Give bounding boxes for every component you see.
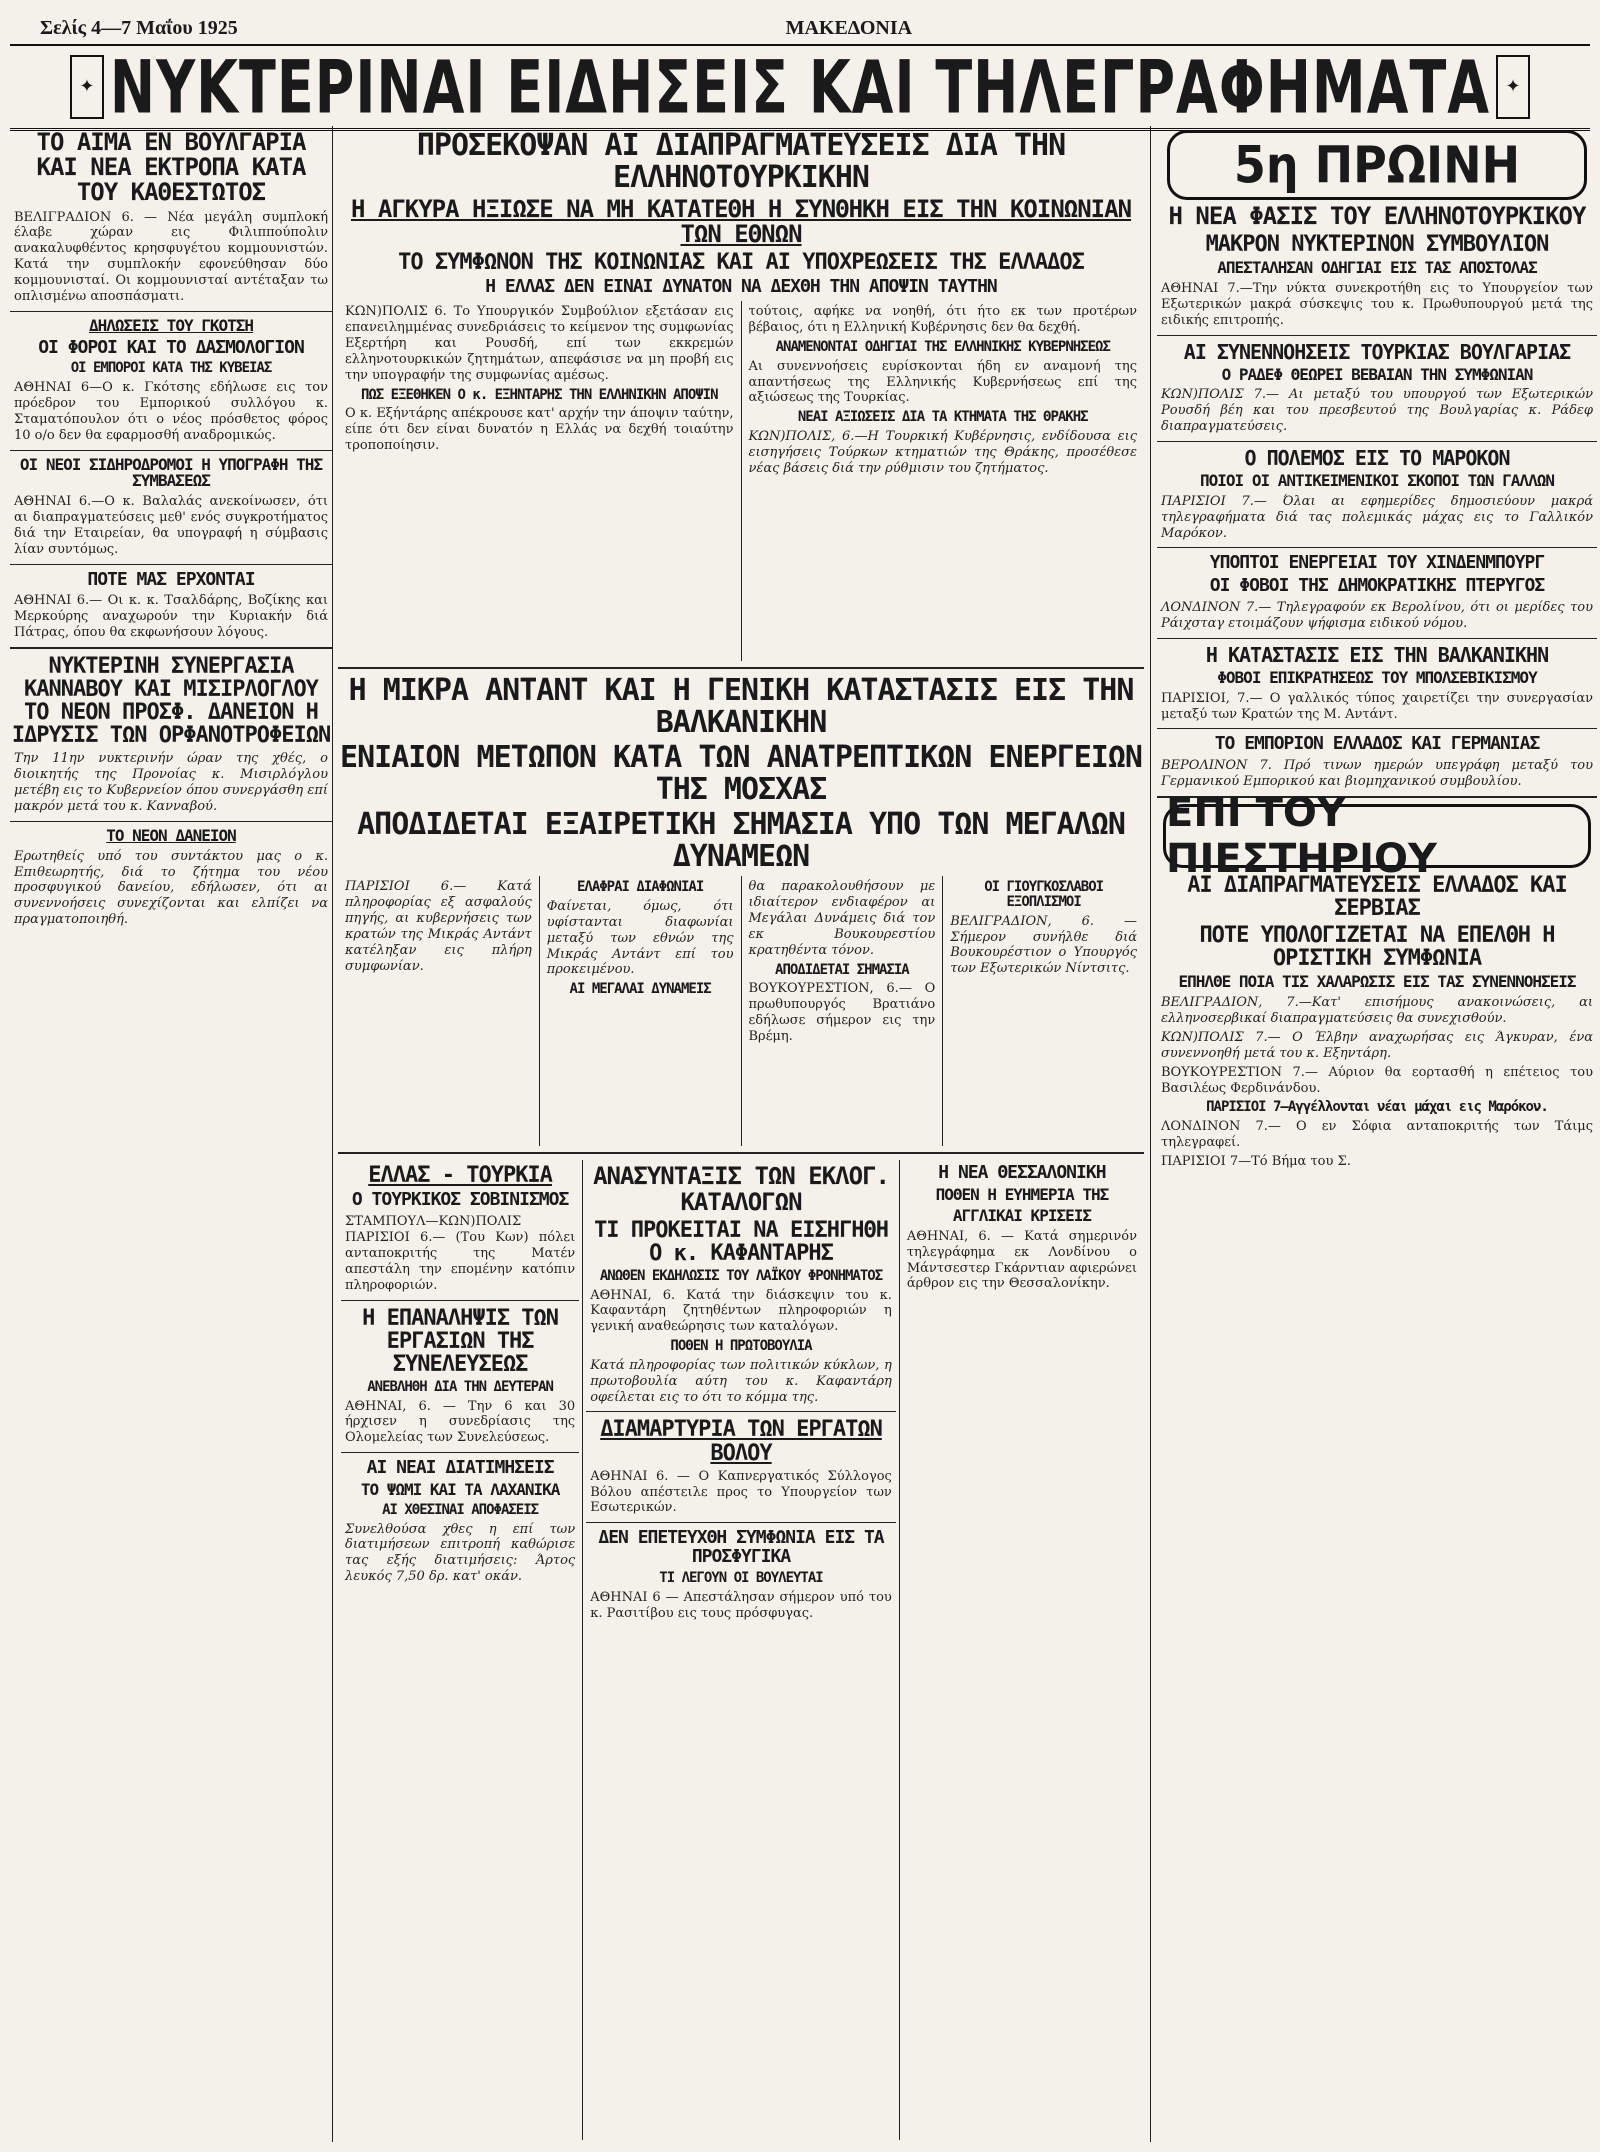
headline: ΔΙΑΜΑΡΤΥΡΙΑ ΤΩΝ ΕΡΓΑΤΩΝ ΒΟΛΟΥ xyxy=(600,1417,882,1466)
article-text: ΒΕΛΙΓΡΑΔΙΟΝ 6. — Νέα μεγάλη συμπλοκή έλαβε χώραν εις Φιλιππούπολιν ανακαλυφθέντος κρησφυγέτου κομμουνιστών. Κατά την συμπλοκήν εφονεύθησαν δύο κομμουνισταί. Οι κομμουνισταί αντέταξαν τω οπλισμένω αποσπάσματι. xyxy=(14,209,328,304)
subheadline: ΟΙ ΓΙΟΥΓΚΟΣΛΑΒΟΙ ΕΞΟΠΛΙΣΜΟΙ xyxy=(984,879,1104,911)
article-text: ΚΩΝ)ΠΟΛΙΣ 6. Το Υπουργικόν Συμβούλιον εξετάσαν εις επανειλημμένας συνεδριάσεις το κείμενον της συμφωνίας Εξερτήρη και Ρουσδή, επί των εκκρεμών ελληνοτουρκικών ζητημάτων, απεφάσισε να μη προβή εις την υπογραφήν της συμφωνίας αμέσως. xyxy=(345,304,734,383)
headline: ΕΝΙΑΙΟΝ ΜΕΤΩΠΟΝ ΚΑΤΑ ΤΩΝ ΑΝΑΤΡΕΠΤΙΚΩΝ ΕΝΕΡΓΕΙΩΝ ΤΗΣ ΜΟΣΧΑΣ xyxy=(340,740,1142,807)
press-label: ΕΠΙ ΤΟΥ ΠΙΕΣΤΗΡΙΟΥ xyxy=(1166,790,1437,883)
headline: ΠΟΤΕ ΥΠΟΛΟΓΙΖΕΤΑΙ ΝΑ ΕΠΕΛΘΗ Η ΟΡΙΣΤΙΚΗ ΣΥΜΦΩΝΙΑ xyxy=(1199,923,1555,972)
article-text: ΒΕΡΟΛΙΝΟΝ 7. Πρό τινων ημερών υπεγράφη μεταξύ του Γερμανικού Εμπορικού και βιομηχανικού συμβουλίου. xyxy=(1161,758,1593,790)
subheadline: ΑΙ ΜΕΓΑΛΑΙ ΔΥΝΑΜΕΙΣ xyxy=(569,981,711,998)
headline: ΟΙ ΝΕΟΙ ΣΙΔΗΡΟΔΡΟΜΟΙ Η ΥΠΟΓΡΑΦΗ ΤΗΣ ΣΥΜΒΑΣΕΩΣ xyxy=(19,454,323,491)
headline: Ο ΤΟΥΡΚΙΚΟΣ ΣΟΒΙΝΙΣΜΟΣ xyxy=(351,1189,569,1211)
subheadline: Η ΕΛΛΑΣ ΔΕΝ ΕΙΝΑΙ ΔΥΝΑΤΟΝ ΝΑ ΔΕΧΘΗ ΤΗΝ ΑΠΟΨΙΝ ΤΑΥΤΗΝ xyxy=(485,276,997,298)
headline: ΝΥΚΤΕΡΙΝΗ ΣΥΝΕΡΓΑΣΙΑ ΚΑΝΝΑΒΟΥ ΚΑΙ ΜΙΣΙΡΛΟΓΛΟΥ ΤΟ ΝΕΟΝ ΠΡΟΣΦ. ΔΑΝΕΙΟΝ Η ΙΔΡΥΣΙΣ ΤΩΝ ΟΡΦΑΝΟΤΡΟΦΕΙΩΝ xyxy=(11,654,331,749)
article-text: ΑΘΗΝΑΙ 6—Ο κ. Γκότσης εδήλωσε εις τον πρόεδρον του Εμπορικού συλλόγου κ. Σταματόπουλον ότι ο νέος πρόσθετος φόρος 10 ο/ο δεν θα εφαρμοσθή αναδρομικώς. xyxy=(14,380,328,443)
article-text: θα παρακολουθήσουν με ιδιαίτερον ενδιαφέρον αι Μεγάλαι Δυνάμεις διά τον εκ Βουκουρεστίου κρατηθέντα τόνον. xyxy=(748,879,936,958)
subheadline: ΑΝΕΒΛΗΘΗ ΔΙΑ ΤΗΝ ΔΕΥΤΕΡΑΝ xyxy=(367,1378,553,1395)
headline: Η ΜΙΚΡΑ ΑΝΤΑΝΤ ΚΑΙ Η ΓΕΝΙΚΗ ΚΑΤΑΣΤΑΣΙΣ ΕΙΣ ΤΗΝ ΒΑΛΚΑΝΙΚΗΝ xyxy=(348,673,1134,740)
middle-column xyxy=(338,126,1144,2142)
article-text: Φαίνεται, όμως, ότι υφίστανται διαφωνίαι μεταξύ των εθνών της Μικράς Αντάντ επί του προκειμένου. xyxy=(546,899,734,978)
edition-box xyxy=(1167,130,1587,200)
article-text: Την 11ην νυκτερινήν ώραν της χθές, ο διοικητής της Προνοίας κ. Μισιρλόγλου μετέβη εις το Κυβερνείον όπου συνεργάσθη επί μακρόν μετά του κ. Κανναβού. xyxy=(14,751,328,814)
left-ornament-icon: ✦ xyxy=(70,55,104,119)
subheadline: ΑΠΟΔΙΔΕΤΑΙ ΣΗΜΑΣΙΑ xyxy=(775,961,909,978)
article-text: Αι συνεννοήσεις ευρίσκονται ήδη εν αναμονή της απαντήσεως της Ελληνικής Κυβερνήσεως επί της αξιώσεως της Τουρκίας. xyxy=(748,358,1137,406)
headline: ΑΝΑΣΥΝΤΑΞΙΣ ΤΩΝ ΕΚΛΟΓ. ΚΑΤΑΛΟΓΩΝ xyxy=(593,1162,889,1216)
article-text: ΒΕΛΙΓΡΑΔΙΟΝ, 7.—Κατ' επισήμους ανακοινώσεις, αι ελληνοσερβικαί διαπραγματεύσεις θα συνεχισθούν. xyxy=(1161,995,1593,1027)
subheadline: ΤΙ ΛΕΓΟΥΝ ΟΙ ΒΟΥΛΕΥΤΑΙ xyxy=(659,1570,823,1586)
headline: Η ΕΠΑΝΑΛΗΨΙΣ ΤΩΝ ΕΡΓΑΣΙΩΝ ΤΗΣ ΣΥΝΕΛΕΥΣΕΩΣ xyxy=(362,1305,559,1377)
article-text: Κατά πληροφορίας των πολιτικών κύκλων, η πρωτοβουλία αύτη του κ. Καφαντάρη οφείλεται εις το ότι το κόμμα της. xyxy=(590,1357,892,1405)
headline: ΔΕΝ ΕΠΕΤΕΥΧΘΗ ΣΥΜΦΩΝΙΑ ΕΙΣ ΤΑ ΠΡΟΣΦΥΓΙΚΑ xyxy=(598,1527,884,1568)
headline: ΤΙ ΠΡΟΚΕΙΤΑΙ ΝΑ ΕΙΣΗΓΗΘΗ Ο κ. ΚΑΦΑΝΤΑΡΗΣ xyxy=(594,1217,888,1266)
article-text: ΒΟΥΚΟΥΡΕΣΤΙΟΝ 7.— Αύριον θα εορτασθή η επέτειος του Βασιλέως Φερδινάνδου. xyxy=(1161,1064,1593,1096)
subheadline: ΠΑΡΙΣΙΟΙ 7—Αγγέλλονται νέαι μάχαι εις Μαρόκον. xyxy=(1206,1099,1548,1116)
headline: ΥΠΟΠΤΟΙ ΕΝΕΡΓΕΙΑΙ ΤΟΥ ΧΙΝΔΕΝΜΠΟΥΡΓ xyxy=(1209,552,1545,574)
subheadline: ΑΓΓΛΙΚΑΙ ΚΡΙΣΕΙΣ xyxy=(952,1206,1091,1226)
subheadline: ΑΠΕΣΤΑΛΗΣΑΝ ΟΔΗΓΙΑΙ ΕΙΣ ΤΑΣ ΑΠΟΣΤΟΛΑΣ xyxy=(1217,258,1537,278)
headline: ΑΠΟΔΙΔΕΤΑΙ ΕΞΑΙΡΕΤΙΚΗ ΣΗΜΑΣΙΑ ΥΠΟ ΤΩΝ ΜΕΓΑΛΩΝ ΔΥΝΑΜΕΩΝ xyxy=(357,807,1125,874)
headline: ΕΛΛΑΣ - ΤΟΥΡΚΙΑ xyxy=(368,1163,552,1189)
article-text: ΠΑΡΙΣΙΟΙ, 7.— Ο γαλλικός τύπος χαιρετίζει την συνεργασίαν μεταξύ των Κρατών της Μ. Αντάντ. xyxy=(1161,690,1593,722)
subheadline: ΑΝΩΘΕΝ ΕΚΔΗΛΩΣΙΣ ΤΟΥ ΛΑΪΚΟΥ ΦΡΟΝΗΜΑΤΟΣ xyxy=(599,1267,883,1284)
paper-name: ΜΑΚΕΔΟΝΙΑ xyxy=(785,17,913,39)
subheadline: Ο ΡΑΔΕΦ ΘΕΩΡΕΙ ΒΕΒΑΙΑΝ ΤΗΝ ΣΥΜΦΩΝΙΑΝ xyxy=(1221,364,1533,384)
article-text: ΠΑΡΙΣΙΟΙ 7—Τό Βήμα του Σ. xyxy=(1161,1153,1351,1169)
masthead-line xyxy=(10,0,1590,44)
headline: ΑΙ ΣΥΝΕΝΝΟΗΣΕΙΣ ΤΟΥΡΚΙΑΣ ΒΟΥΛΓΑΡΙΑΣ xyxy=(1183,339,1571,364)
headline: Η ΑΓΚΥΡΑ ΗΞΙΩΣΕ ΝΑ ΜΗ ΚΑΤΑΤΕΘΗ Η ΣΥΝΘΗΚΗ ΕΙΣ ΤΗΝ ΚΟΙΝΩΝΙΑΝ ΤΩΝ ΕΘΝΩΝ xyxy=(350,195,1132,249)
article-text: ΚΩΝ)ΠΟΛΙΣ 7.— Ο Έλβην αναχωρήσας εις Άγκυραν, ένα συνεννοηθή μετά του κ. Εξηντάρη. xyxy=(1161,1029,1593,1061)
article-text: ΚΩΝ)ΠΟΛΙΣ, 6.—Η Τουρκική Κυβέρνησις, ενδίδουσα εις εισηγήσεις Τούρκων κτηματιών της Θράκης, προσέθεσε νέας βάσεις διά την ρύθμισιν του ζητήματος. xyxy=(748,429,1137,476)
subheadline: ΟΙ ΕΜΠΟΡΟΙ ΚΑΤΑ ΤΗΣ ΚΥΒΕΙΑΣ xyxy=(70,360,272,377)
headline: Ο ΠΟΛΕΜΟΣ ΕΙΣ ΤΟ ΜΑΡΟΚΟΝ xyxy=(1244,446,1510,471)
article-text: ΛΟΝΔΙΝΟΝ 7.— Τηλεγραφούν εκ Βερολίνου, ότι οι μερίδες του Ράιχσταγ ετοιμάζουν ψήφισμα ειδικού νόμου. xyxy=(1161,600,1593,632)
headline: ΠΟΘΕΝ Η ΕΥΗΜΕΡΙΑ ΤΗΣ xyxy=(935,1185,1109,1205)
headline: Η ΝΕΑ ΘΕΣΣΑΛΟΝΙΚΗ xyxy=(938,1162,1106,1184)
article-text: ΑΘΗΝΑΙ, 6. Κατά την διάσκεψιν του κ. Καφαντάρη ζητηθέντων πληροφοριών η γενική αναθεώρησις των καταλόγων. xyxy=(590,1287,892,1335)
headline: ΑΙ ΔΙΑΠΡΑΓΜΑΤΕΥΣΕΙΣ ΕΛΛΑΔΟΣ ΚΑΙ ΣΕΡΒΙΑΣ xyxy=(1187,873,1567,922)
article-text: ΠΑΡΙΣΙΟΙ 7.— Όλαι αι εφημερίδες δημοσιεύουν μακρά τηλεγραφήματα διά τας πολεμικάς μάχας εις το Γαλλικόν Μαρόκον. xyxy=(1161,493,1593,541)
headline: ΤΟ ΣΥΜΦΩΝΟΝ ΤΗΣ ΚΟΙΝΩΝΙΑΣ ΚΑΙ ΑΙ ΥΠΟΧΡΕΩΣΕΙΣ ΤΗΣ ΕΛΛΑΔΟΣ xyxy=(398,250,1084,276)
headline: ΤΟ ΕΜΠΟΡΙΟΝ ΕΛΛΑΔΟΣ ΚΑΙ ΓΕΡΜΑΝΙΑΣ xyxy=(1214,733,1540,755)
article-text: Συνελθούσα χθες η επί των διατιμήσεων επιτροπή καθώρισε τας εξής διατιμήσεις: Άρτος λευκός 7,50 δρ. κατ' οκάν. xyxy=(345,1521,576,1585)
section-banner xyxy=(10,46,1590,131)
headline: Η ΝΕΑ ΦΑΣΙΣ ΤΟΥ ΕΛΛΗΝΟΤΟΥΡΚΙΚΟΥ xyxy=(1168,202,1586,230)
article-text: ΣΤΑΜΠΟΥΛ—ΚΩΝ)ΠΟΛΙΣ ΠΑΡΙΣΙΟΙ 6.— (Του Κων) πόλει ανταποκριτής της Ματέν απεστάλη την επομένην κατόπιν πληροφοριών. xyxy=(345,1214,576,1293)
article-text: ΑΘΗΝΑΙ, 6. — Την 6 και 30 ήρχισεν η συνεδρίασις της Ολομελείας των Συνελεύσεως. xyxy=(345,1398,576,1446)
article-text: ΠΑΡΙΣΙΟΙ 6.— Κατά πληροφορίας εξ ασφαλούς πηγής, αι κυβερνήσεις των κρατών της Μικράς Αντάντ κατέληξαν εις πλήρη συμφωνίαν. xyxy=(345,879,532,974)
headline: ΑΙ ΝΕΑΙ ΔΙΑΤΙΜΗΣΕΙΣ xyxy=(366,1457,554,1479)
article-text: ΒΕΛΙΓΡΑΔΙΟΝ, 6. — Σήμερον συνήλθε διά Βουκουρέστιον ο Υπουργός των Εξωτερικών Νίντσιτς. xyxy=(950,913,1137,977)
article-text: ΑΘΗΝΑΙ 6.—Ο κ. Βαλαλάς ανεκοίνωσεν, ότι αι διαπραγματεύσεις μεθ' ενός συγκροτήματος διά την Εταιρείαν, θα υπογραφή η σύμβασις λίαν συντόμως. xyxy=(14,494,328,557)
article-text: τούτοις, αφήκε να νοηθή, ότι ήτο εκ των προτέρων βέβαιος, ότι η Ελληνική Κυβέρνησις δεν θα δεχθή. xyxy=(748,304,1137,336)
article-text: Ο κ. Εξήντάρης απέκρουσε κατ' αρχήν την άποψιν ταύτην, είπε ότι δεν είναι δυνατόν η Ελλάς να δεχθή τοιαύτην τροποποίησιν. xyxy=(345,406,734,454)
headline: ΜΑΚΡΟΝ ΝΥΚΤΕΡΙΝΟΝ ΣΥΜΒΟΥΛΙΟΝ xyxy=(1205,232,1549,258)
subheadline: ΝΕΑΙ ΑΞΙΩΣΕΙΣ ΔΙΑ ΤΑ ΚΤΗΜΑΤΑ ΤΗΣ ΘΡΑΚΗΣ xyxy=(797,409,1088,426)
article-text: ΑΘΗΝΑΙ 6. — Ο Καπνεργατικός Σύλλογος Βόλου απέστειλε προς το Υπουργείον των Εσωτερικών. xyxy=(590,1468,892,1516)
subheadline: ΑΙ ΧΘΕΣΙΝΑΙ ΑΠΟΦΑΣΕΙΣ xyxy=(382,1501,539,1518)
press-box xyxy=(1163,790,1591,883)
headline: ΤΟ ΑΙΜΑ ΕΝ ΒΟΥΛΓΑΡΙΑ ΚΑΙ ΝΕΑ ΕΚΤΡΟΠΑ ΚΑΤΑ ΤΟΥ ΚΑΘΕΣΤΩΤΟΣ xyxy=(36,128,306,207)
edition-label: 5η ΠΡΩΙΝΗ xyxy=(1233,135,1521,195)
issue-date: Σελίς 4—7 Μαΐου 1925 xyxy=(40,17,238,39)
headline: ΤΟ ΝΕΟΝ ΔΑΝΕΙΟΝ xyxy=(106,825,236,845)
article-text: ΑΘΗΝΑΙ, 6. — Κατά σημερινόν τηλεγράφημα εκ Λονδίνου ο Μάντσεστερ Γκάρντιαν αφιερώνει άρθρον εις την Θεσσαλονίκην. xyxy=(906,1228,1138,1292)
article-text: ΑΘΗΝΑΙ 6.— Οι κ. κ. Τσαλδάρης, Βοζίκης και Μερκούρης αναχωρούν την Κυριακήν διά Πάτρας, όπου θα εκφωνήσουν λόγους. xyxy=(14,593,328,641)
subheadline: ΠΟΘΕΝ Η ΠΡΩΤΟΒΟΥΛΙΑ xyxy=(670,1338,812,1355)
headline: ΤΟ ΨΩΜΙ ΚΑΙ ΤΑ ΛΑΧΑΝΙΚΑ xyxy=(360,1480,560,1500)
article-text: ΒΟΥΚΟΥΡΕΣΤΙΟΝ, 6.— Ο πρωθυπουργός Βρατιάνο εδήλωσε σήμερον εις την Βρέμη. xyxy=(748,981,936,1044)
right-column xyxy=(1150,126,1597,2142)
article-text: ΑΘΗΝΑΙ 6 — Απεστάλησαν σήμερον υπό του κ. Ρασιτίβου εις τους πρόσφυγας. xyxy=(590,1589,892,1621)
article-text: Ερωτηθείς υπό του συντάκτου μας ο κ. Επιθεωρητής, διά το ζήτημα του νέου προσφυγικού δανείου, εδήλωσεν, ότι αι συνεννοήσεις συνεχίζονται και ελπίζει να πραγματοποιηθή. xyxy=(14,848,328,928)
right-ornament-icon: ✦ xyxy=(1496,55,1530,119)
headline: Η ΚΑΤΑΣΤΑΣΙΣ ΕΙΣ ΤΗΝ ΒΑΛΚΑΝΙΚΗΝ xyxy=(1205,642,1549,667)
headline: ΟΙ ΦΟΡΟΙ ΚΑΙ ΤΟ ΔΑΣΜΟΛΟΓΙΟΝ xyxy=(38,336,304,358)
subheadline: ΠΟΙΟΙ ΟΙ ΑΝΤΙΚΕΙΜΕΝΙΚΟΙ ΣΚΟΠΟΙ ΤΩΝ ΓΑΛΛΩΝ xyxy=(1200,471,1554,491)
headline: ΟΙ ΦΟΒΟΙ ΤΗΣ ΔΗΜΟΚΡΑΤΙΚΗΣ ΠΤΕΡΥΓΟΣ xyxy=(1209,575,1545,597)
subheadline: ΦΟΒΟΙ ΕΠΙΚΡΑΤΗΣΕΩΣ ΤΟΥ ΜΠΟΛΣΕΒΙΚΙΣΜΟΥ xyxy=(1217,667,1537,687)
main-headline: ΠΡΟΣΕΚΟΨΑΝ ΑΙ ΔΙΑΠΡΑΓΜΑΤΕΥΣΕΙΣ ΔΙΑ ΤΗΝ ΕΛΛΗΝΟΤΟΥΡΚΙΚΗΝ xyxy=(416,128,1066,195)
article-text: ΑΘΗΝΑΙ 7.—Την νύκτα συνεκροτήθη εις το Υπουργείον των Εξωτερικών μακρά σύσκεψις του κ. Πρωθυπουργού μετά της ειδικής επιτροπής. xyxy=(1161,281,1593,328)
article-text: ΚΩΝ)ΠΟΛΙΣ 7.— Αι μεταξύ του υπουργού των Εξωτερικών Ρουσδή βέη και του πρεσβευτού της Βουλγαρίας κ. Ράδεφ διαπραγματεύσεις. xyxy=(1161,387,1593,435)
subheadline: ΠΩΣ ΕΞΕΘΗΚΕΝ Ο κ. ΕΞΗΝΤΑΡΗΣ ΤΗΝ ΕΛΛΗΝΙΚΗΝ ΑΠΟΨΙΝ xyxy=(360,386,718,403)
subheadline: ΕΛΑΦΡΑΙ ΔΙΑΦΩΝΙΑΙ xyxy=(576,879,704,896)
headline: ΔΗΛΩΣΕΙΣ ΤΟΥ ΓΚΟΤΣΗ xyxy=(88,315,254,335)
subheadline: ΑΝΑΜΕΝΟΝΤΑΙ ΟΔΗΓΙΑΙ ΤΗΣ ΕΛΛΗΝΙΚΗΣ ΚΥΒΕΡΝΗΣΕΩΣ xyxy=(775,339,1110,356)
subheadline: ΕΠΗΛΘΕ ΠΟΙΑ ΤΙΣ ΧΑΛΑΡΩΣΙΣ ΕΙΣ ΤΑΣ ΣΥΝΕΝΝΟΗΣΕΙΣ xyxy=(1178,972,1576,992)
headline: ΠΟΤΕ ΜΑΣ ΕΡΧΟΝΤΑΙ xyxy=(87,568,255,590)
left-column xyxy=(10,126,333,2142)
banner-title: ΝΥΚΤΕΡΙΝΑΙ ΕΙΔΗΣΕΙΣ ΚΑΙ ΤΗΛΕΓΡΑΦΗΜΑΤΑ xyxy=(109,44,1491,130)
article-text: ΛΟΝΔΙΝΟΝ 7.— Ο εν Σόφια ανταποκριτής των Τάιμς τηλεγραφεί. xyxy=(1161,1119,1593,1150)
